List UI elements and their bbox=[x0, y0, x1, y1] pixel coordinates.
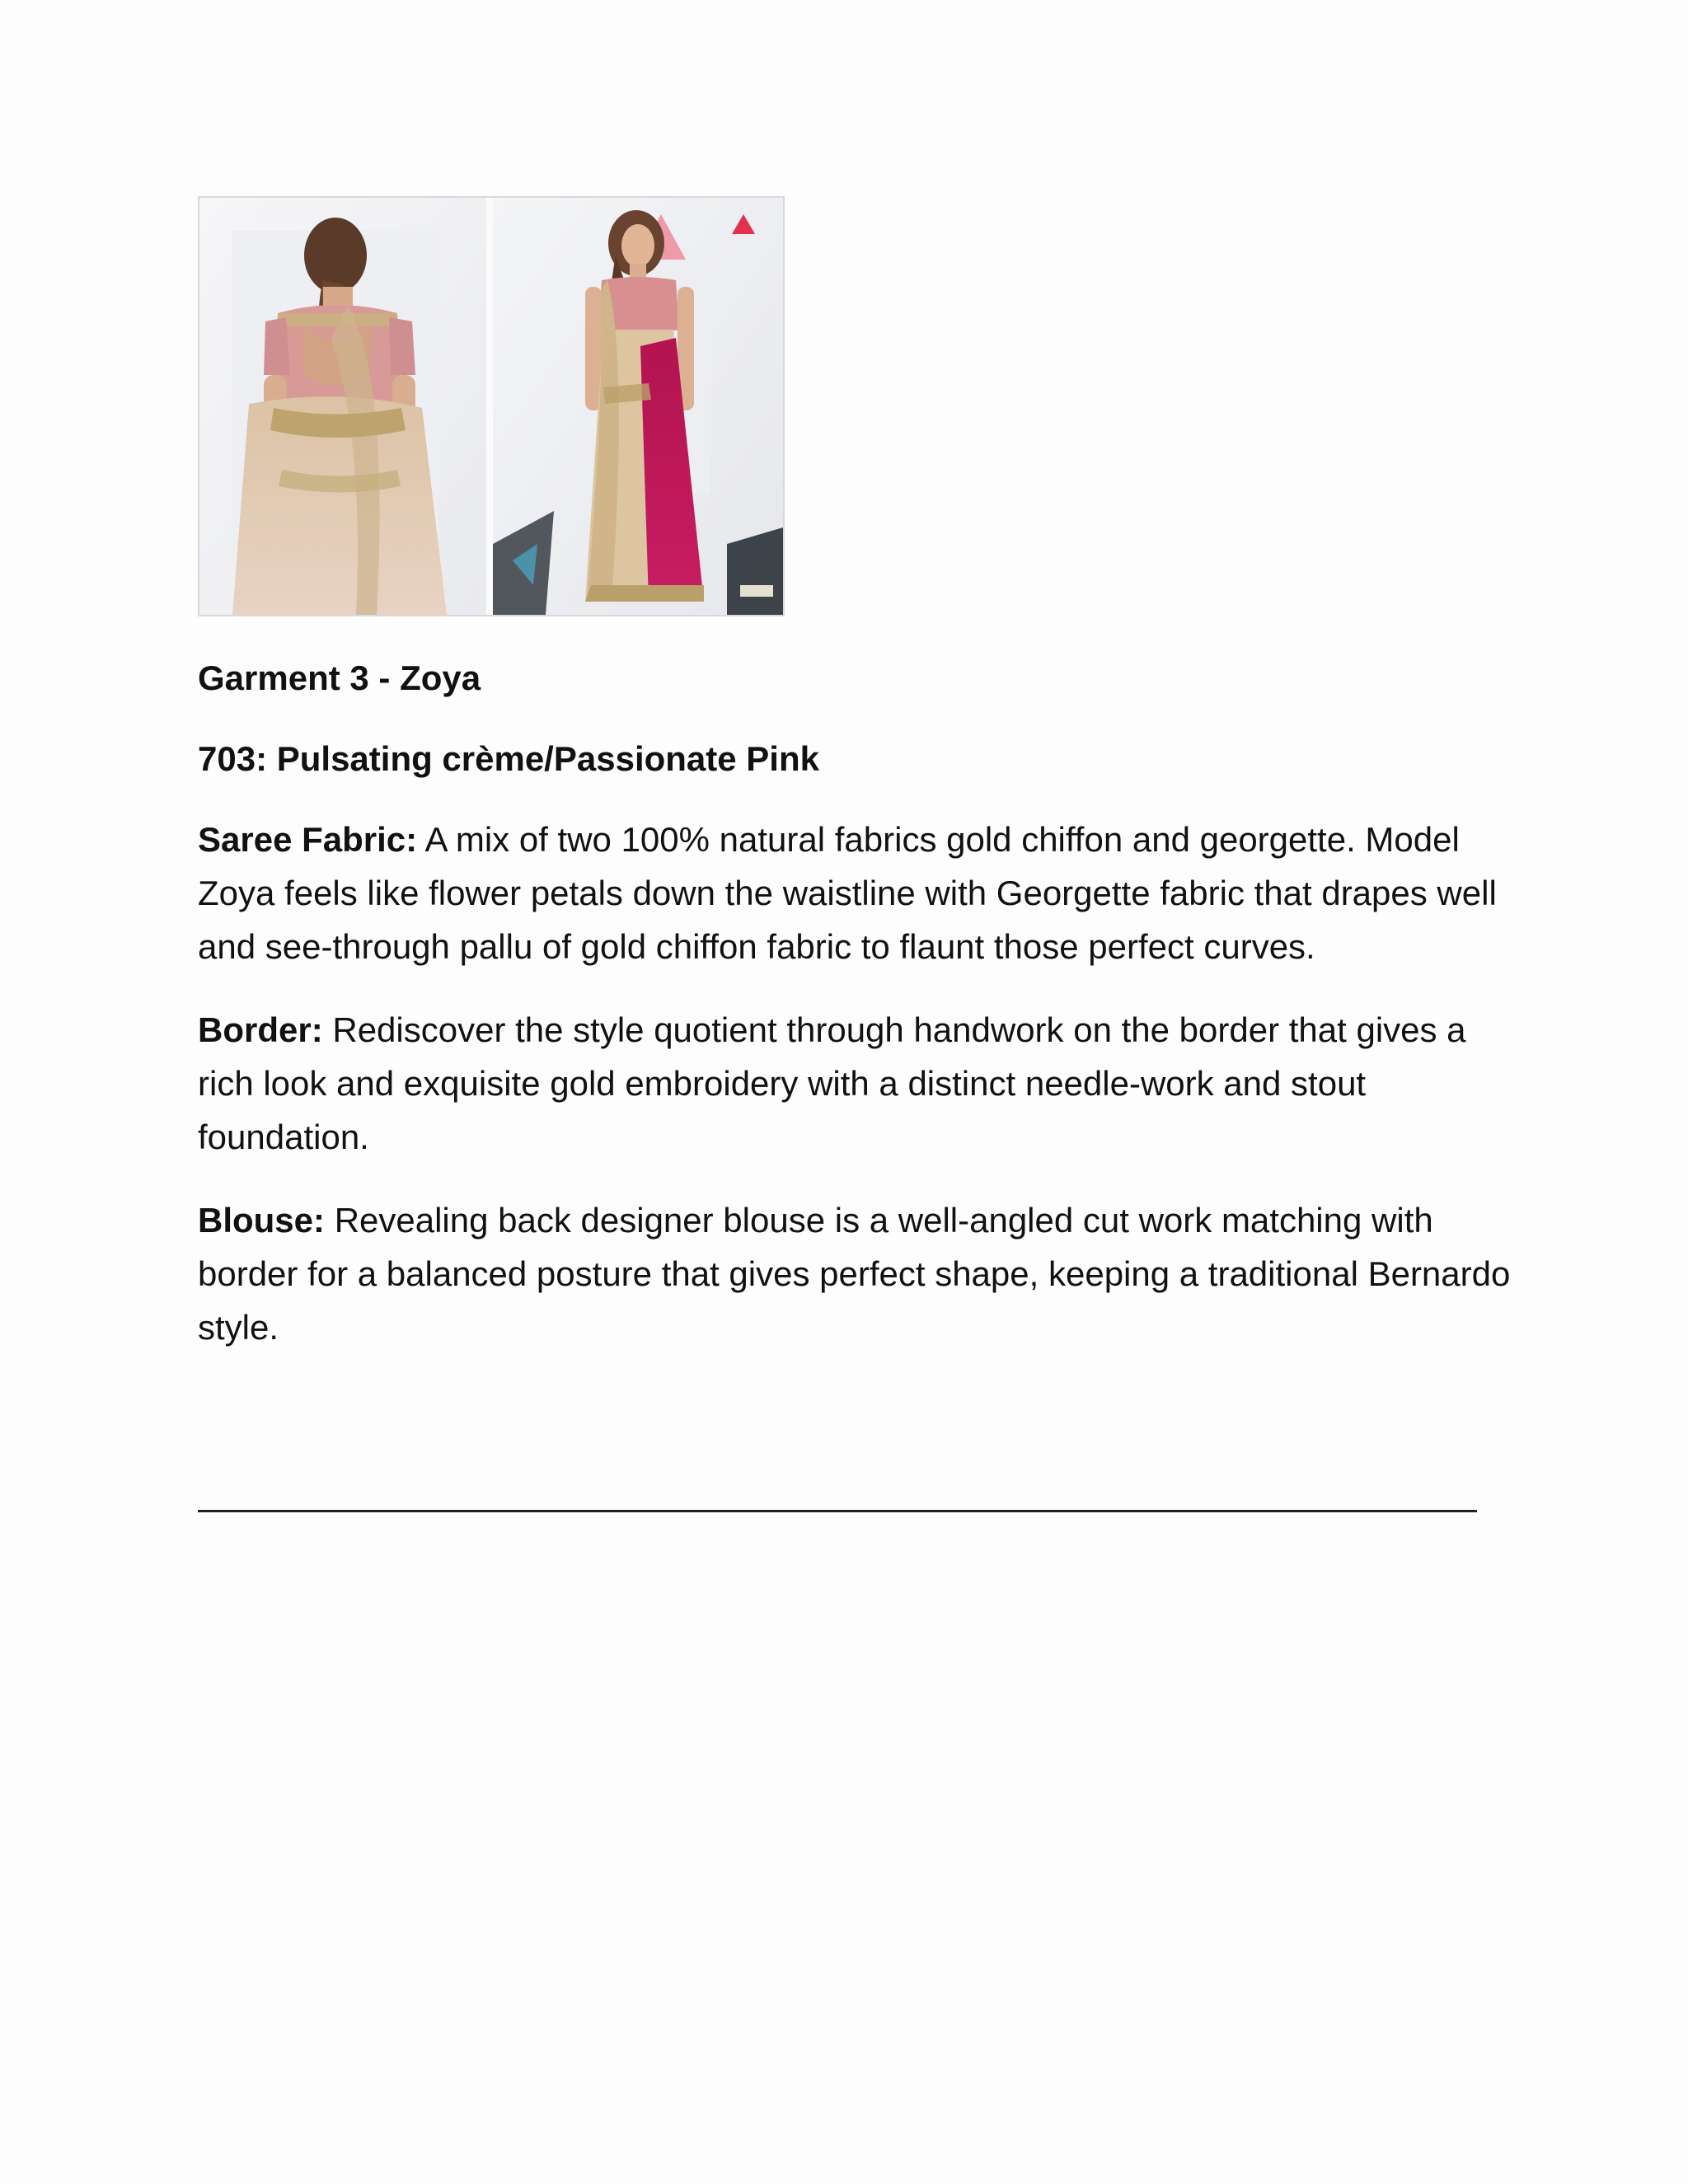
blouse-text: Revealing back designer blouse is a well-angled cut work matching with border for a balanced posture that gives perfect shape, keeping a traditional Bernardo style. bbox=[198, 1201, 1511, 1347]
border-label: Border: bbox=[198, 1010, 323, 1049]
border-paragraph bbox=[198, 1003, 1517, 1164]
garment-photo bbox=[198, 196, 785, 616]
saree-fabric-label: Saree Fabric: bbox=[198, 820, 418, 859]
saree-fabric-text: A mix of two 100% natural fabrics gold chiffon and georgette. Model Zoya feels like flower petals down the waistline with Georgette fabric that drapes well and see-through pallu of gold chiffon fabric to flaunt those perfect curves. bbox=[198, 820, 1497, 966]
color-code-heading: 703: Pulsating crème/Passionate Pink bbox=[198, 739, 819, 778]
saree-fabric-paragraph bbox=[198, 813, 1517, 973]
horizontal-rule bbox=[198, 1510, 1477, 1512]
garment-title: Garment 3 - Zoya bbox=[198, 658, 481, 697]
blouse-paragraph bbox=[198, 1193, 1517, 1354]
blouse-label: Blouse: bbox=[198, 1201, 326, 1240]
border-text: Rediscover the style quotient through handwork on the border that gives a rich look and exquisite gold embroidery with a distinct needle-work and stout foundation. bbox=[198, 1010, 1466, 1156]
